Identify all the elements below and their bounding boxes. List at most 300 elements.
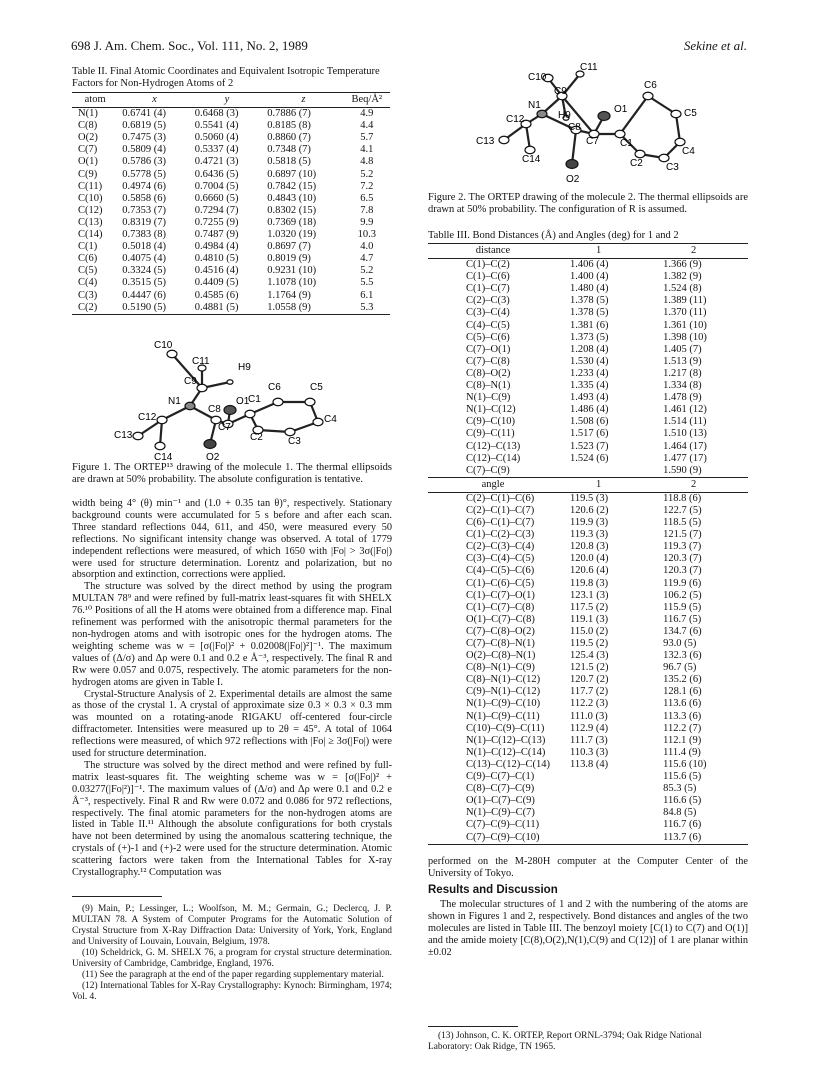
table3-cell: 1.381 (6) <box>570 319 609 331</box>
table2-cell: O(1) <box>78 156 98 168</box>
table2-cell: 0.5858 (6) <box>122 192 167 204</box>
table3-cell: 120.3 (7) <box>663 553 702 565</box>
table2-cell: 0.5809 (4) <box>122 144 167 156</box>
table3-cell: 111.7 (3) <box>570 734 608 746</box>
table2-row <box>72 108 390 121</box>
table3-cell: 1.493 (4) <box>570 392 609 404</box>
table3-cell: 1.366 (9) <box>663 259 702 271</box>
table3-cell: C(9)–C(11) <box>466 428 515 440</box>
table3-row <box>428 650 748 662</box>
table3-cell: C(7)–C(8)–N(1) <box>466 638 535 649</box>
table2-row <box>72 265 390 277</box>
table3-cell: 1.517 (6) <box>570 428 609 440</box>
fig2-atom <box>566 160 578 169</box>
table2-cell: C(10) <box>78 192 103 204</box>
fig2-atom <box>525 146 535 154</box>
fig1-atom-label: C10 <box>154 340 173 351</box>
table3-cell <box>558 819 639 831</box>
table3-cell: 1.378 (5) <box>570 307 609 319</box>
table2-cell: 0.6468 (3) <box>194 108 239 120</box>
table3-cell: 112.2 (3) <box>570 698 609 710</box>
fig2-atom-label: C9 <box>554 86 567 97</box>
table2-cell: 4.9 <box>360 108 374 120</box>
fig1-atom-label: C11 <box>192 356 210 367</box>
table2-cell: 0.7353 (7) <box>122 204 167 216</box>
fig1-atom-label: C8 <box>208 404 221 415</box>
fig1-atom <box>227 380 233 385</box>
table2-cell: 0.7475 (3) <box>122 132 167 144</box>
table2-cell: 1.0320 (19) <box>267 229 317 241</box>
table3-cell: C(12)–C(14) <box>466 452 521 464</box>
table3-row <box>428 711 748 723</box>
table3-cell: C(7)–C(9) <box>466 464 510 476</box>
table3-cell: 1.530 (4) <box>570 355 609 367</box>
table3-row <box>428 416 748 428</box>
table2-cell: 7.2 <box>360 180 374 192</box>
table2-cell: N(1) <box>78 108 98 120</box>
table3-row <box>428 735 748 747</box>
footnote13 <box>428 1031 748 1053</box>
fig1-atom <box>305 398 315 406</box>
table3-cell: 119.8 (3) <box>570 577 609 589</box>
fig1-atom <box>224 406 236 415</box>
table3-row <box>428 368 748 380</box>
table3-caption: Tablle III. Bond Distances (Å) and Angles (deg) for 1 and 2 <box>428 230 679 241</box>
table3-row <box>428 686 748 698</box>
table3-cell: O(1)–C(7)–C(9) <box>466 795 535 807</box>
table2-row <box>72 290 390 302</box>
table3-row <box>428 553 748 565</box>
table3-cell: 125.4 (3) <box>570 650 609 662</box>
table3-header-cell: angle <box>428 477 558 492</box>
table3-cell: 1.486 (4) <box>570 404 609 416</box>
table2-cell: 0.3515 (5) <box>122 277 167 289</box>
table2-cell: 6.1 <box>360 289 374 301</box>
table2-cell: 10.3 <box>357 229 376 241</box>
table3-cell: C(3)–C(4)–C(5) <box>466 553 535 565</box>
footnote13-text: (13) Johnson, C. K. ORTEP, Report ORNL-3794; Oak Ridge National Laboratory: Oak Ridge, TN 1965. <box>428 1031 702 1052</box>
table3-cell: C(5)–C(6) <box>466 331 510 343</box>
fig2-atom-label: C14 <box>522 154 541 165</box>
results-heading: Results and Discussion <box>428 884 558 896</box>
table3-cell: 119.9 (3) <box>570 517 609 529</box>
table3-cell: 128.1 (6) <box>663 686 702 698</box>
table2-cell: C(14) <box>78 229 103 241</box>
table3-cell: 1.477 (17) <box>663 452 707 464</box>
table3-cell: N(1)–C(9) <box>466 392 511 404</box>
table2-cell: 0.4974 (6) <box>122 180 167 192</box>
table3-cell <box>558 465 639 478</box>
table3-cell: 1.464 (17) <box>663 440 707 452</box>
table2-cell: 0.3324 (5) <box>122 265 167 277</box>
table2-cell: 9.9 <box>360 216 374 228</box>
table2-cell: C(9) <box>78 168 98 180</box>
fig1-atom-label: C9 <box>184 376 197 387</box>
table2-cell: 0.8319 (7) <box>122 216 167 228</box>
table3-cell: 1.514 (11) <box>663 416 707 428</box>
table3-row <box>428 590 748 602</box>
table2-cell: C(3) <box>78 289 98 301</box>
fig1-atom-label: C13 <box>114 430 133 441</box>
fig2-atom-label: C11 <box>580 62 598 73</box>
table3-cell: 119.1 (3) <box>570 613 609 625</box>
table3-cell: 113.7 (6) <box>639 832 748 845</box>
table2-cell: 0.5818 (5) <box>267 156 311 168</box>
table2-cell: 5.3 <box>344 302 390 315</box>
table3-angle-header <box>428 477 748 492</box>
table3-row <box>428 626 748 638</box>
footnote: (12) International Tables for X-Ray Crystallography: Kynoch: Birmingham, 1974; Vol. 4. <box>72 981 392 1002</box>
table2-cell: 0.5060 (4) <box>194 132 239 144</box>
table3-row <box>428 307 748 319</box>
right-body-top: performed on the M-280H computer at the Computer Center of the University of Tokyo. <box>428 856 748 879</box>
table2-cell: 0.7369 (18) <box>267 216 317 228</box>
table3-row <box>428 541 748 553</box>
table2-cell: 0.4585 (6) <box>194 289 239 301</box>
table2-row <box>72 277 390 289</box>
table2-cell: 0.5190 (5) <box>118 302 190 315</box>
table3-row <box>428 783 748 795</box>
table3-cell: C(8)–O(2) <box>466 367 511 379</box>
table2-cell: C(6) <box>78 253 98 265</box>
table2-header-row <box>72 93 390 108</box>
table3-header-cell: 2 <box>639 244 748 259</box>
table3-cell: 120.7 (2) <box>570 674 609 686</box>
fig2-bond <box>572 130 576 164</box>
table2-cell: 1.0558 (9) <box>263 302 343 315</box>
table3-cell: 112.1 (9) <box>663 734 702 746</box>
table2-cell: 0.7487 (9) <box>194 229 239 241</box>
table2-cell: 0.5018 (4) <box>122 241 167 253</box>
table3-cell: 119.5 (2) <box>570 638 609 649</box>
table3-row <box>428 674 748 686</box>
table2-cell: 4.7 <box>360 253 374 265</box>
fig2-atom <box>659 154 669 162</box>
table2-cell: C(12) <box>78 204 103 216</box>
table3-cell <box>558 771 639 783</box>
table3-row <box>428 819 748 831</box>
table2-cell: 0.6819 (5) <box>122 120 167 132</box>
fig2-atom-label: H9 <box>558 110 571 121</box>
table2-cell: 0.5337 (4) <box>194 144 239 156</box>
footnotes <box>72 904 392 1003</box>
table3-cell: 1.523 (7) <box>570 440 609 452</box>
table3-row <box>428 529 748 541</box>
fig1-atom-label: N1 <box>168 396 181 407</box>
table3-cell: 116.6 (5) <box>663 795 702 807</box>
table3-row <box>428 453 748 465</box>
table2-cell: 0.6436 (5) <box>194 168 239 180</box>
fig1-atom <box>155 442 165 450</box>
figure1-caption: Figure 1. The ORTEP¹³ drawing of the molecule 1. The thermal ellipsoids are drawn at 50% probability. The absolute configuration is tentative. <box>72 462 392 485</box>
table2-cell: 0.7004 (5) <box>194 180 239 192</box>
table2-cell: 0.4810 (5) <box>194 253 239 265</box>
table2-cell: 0.4409 (5) <box>194 277 239 289</box>
table3-cell: N(1)–C(12)–C(14) <box>466 746 546 758</box>
table2-caption: Table II. Final Atomic Coordinates and Equivalent Isotropic Temperature Factors for Non-Hydrogen Atoms of 2 <box>72 66 380 89</box>
table2-cell: 0.6897 (10) <box>267 168 317 180</box>
fig2-atom-label: C4 <box>682 146 695 157</box>
table3-row <box>428 638 748 650</box>
table3-cell: 1.510 (13) <box>663 428 707 440</box>
table2-cell: 0.5541 (4) <box>194 120 239 132</box>
table2-cell: 0.4721 (3) <box>194 156 239 168</box>
table3-cell: 119.3 (3) <box>570 529 609 541</box>
table3-cell: 122.7 (5) <box>663 504 702 516</box>
table2-cell: 0.7255 (9) <box>194 216 239 228</box>
table3-cell: C(1)–C(2)–C(3) <box>466 529 535 541</box>
table3-cell: 1.524 (8) <box>663 283 702 295</box>
table2-cell: 0.4881 (5) <box>191 302 263 315</box>
table3-row <box>428 332 748 344</box>
table3-header-cell: 1 <box>558 244 639 259</box>
fig2-atom-label: C5 <box>684 108 697 119</box>
table3-cell: 134.7 (6) <box>663 625 702 637</box>
table3-cell <box>558 807 639 819</box>
fig1-atom-label: C1 <box>248 394 261 405</box>
fig1-atom <box>197 384 207 392</box>
table2-row <box>72 144 390 156</box>
table3-cell: O(1)–C(7)–C(8) <box>466 613 535 625</box>
table3-cell: N(1)–C(9)–C(11) <box>466 710 540 722</box>
table3-cell: 93.0 (5) <box>663 638 697 649</box>
fig2-atom-label: C10 <box>528 72 547 83</box>
table2-cell: C(8) <box>78 120 98 132</box>
table3-cell: C(7)–C(9)–C(11) <box>466 819 540 831</box>
table3-row <box>428 344 748 356</box>
table2-header-cell: z <box>263 93 343 108</box>
table2-header-cell: x <box>118 93 190 108</box>
fig2-atom <box>675 138 685 146</box>
table3-header-cell: 2 <box>639 477 748 492</box>
table3-cell: C(8)–C(7)–C(9) <box>466 783 535 795</box>
table3-cell: 1.406 (4) <box>570 259 609 271</box>
table2-cell: 0.7348 (7) <box>267 144 311 156</box>
table3-cell: 1.478 (9) <box>663 392 702 404</box>
table3-cell: C(7)–C(9)–C(10) <box>428 832 558 845</box>
table2-cell: 0.9231 (10) <box>267 265 317 277</box>
table3-cell: C(6)–C(1)–C(7) <box>466 517 535 529</box>
table3-cell <box>558 795 639 807</box>
table3-cell: 1.590 (9) <box>663 464 702 476</box>
table3-cell: C(8)–N(1)–C(12) <box>466 674 541 686</box>
fig1-atom-label: C4 <box>324 414 337 425</box>
fig2-atom <box>635 150 645 158</box>
fig1-atom <box>185 402 195 410</box>
fig1-atom <box>313 418 323 426</box>
figure1-drawing <box>110 340 370 460</box>
table3-cell: 116.7 (5) <box>663 613 702 625</box>
table2-row <box>72 193 390 205</box>
table3-row <box>428 404 748 416</box>
table3-cell <box>558 832 639 845</box>
fig2-atom <box>643 92 653 100</box>
table3-cell: 1.405 (7) <box>663 343 702 355</box>
table3-cell: C(8)–N(1)–C(9) <box>466 662 535 674</box>
table3-cell: 115.0 (2) <box>570 625 609 637</box>
table2-cell: 4.1 <box>360 144 374 156</box>
running-header: 698 J. Am. Chem. Soc., Vol. 111, No. 2, 1989 <box>71 38 308 53</box>
body-paragraph: The structure was solved by the direct method and were refined by full-matrix least-squares fit. The weighting scheme was w = [σ(|Fo|)² + 0.03277(|Fo|²)]⁻¹. The maximum values of (Δ/σ) and Δρ were 0.1 and 0.2 e Å⁻³, respectively. Final R and Rw were 0.072 and 0.086 for 972 reflections, respectively. The final atomic parameters for the non-hydrogen atoms are listed in Table II.¹¹ Although the absolute configurations for both crystals have not been determined by using the anomalous scattering technique, the crystals of (+)-1 and (+)-2 were used for the structure determination. Atomic scattering factors were taken from the International Tables for X-ray Crystallography.¹² Computation was <box>72 759 392 879</box>
table3-row <box>428 517 748 529</box>
table2-cell: 0.4075 (4) <box>122 253 167 265</box>
table3-cell: 120.6 (4) <box>570 565 609 577</box>
table3-row <box>428 832 748 845</box>
table3 <box>428 243 748 845</box>
table2-cell: 0.4447 (6) <box>122 289 167 301</box>
body-paragraph: width being 4° (θ) min⁻¹ and (1.0 + 0.35 tan θ)°, respectively. Stationary background counts were accumulated for 5 s before and after each scan. Three standard reflections 044, 611, and 450, were measured every 50 reflections. No significant intensity change was observed. A total of 1779 independent reflections were measured, of which 1650 with |Fo| > 3σ(|Fo|) were used for structure determination. Lorentz and polarization, but no absorption and extinction, corrections were applied. <box>72 498 392 581</box>
table2-cell: 0.7842 (15) <box>267 180 317 192</box>
fig1-atom-label: C7 <box>218 422 231 433</box>
footnote-rule <box>72 896 162 897</box>
author-header: Sekine et al. <box>683 38 747 53</box>
table2-row <box>72 120 390 132</box>
table2-cell: 0.6660 (5) <box>194 192 239 204</box>
table2-cell: 0.6741 (4) <box>122 108 167 120</box>
table2-cell: 0.8697 (7) <box>267 241 311 253</box>
fig2-atom-label: C8 <box>568 122 581 133</box>
table2-cell: 0.8860 (7) <box>267 132 311 144</box>
table3-cell: 106.2 (5) <box>663 589 702 601</box>
table3-cell: C(1)–C(6) <box>466 271 510 283</box>
table3-row <box>428 578 748 590</box>
table3-cell: 1.334 (8) <box>663 380 702 392</box>
table3-row <box>428 283 748 295</box>
table3-cell: 121.5 (7) <box>663 529 702 541</box>
footnote: (10) Scheldrick, G. M. SHELX 76, a program for crystal structure determination. University of Cambridge, Cambridge, England, 1976. <box>72 948 392 969</box>
table3-cell: 113.8 (4) <box>570 758 609 770</box>
fig2-atom-label: C6 <box>644 80 657 91</box>
table3-cell: C(1)–C(7)–C(8) <box>466 601 535 613</box>
fig1-atom-label: C2 <box>250 432 263 443</box>
table2-row <box>72 217 390 229</box>
figure2-drawing <box>470 62 720 187</box>
fig1-atom-label: C14 <box>154 452 173 460</box>
table3-cell: C(1)–C(7) <box>466 283 510 295</box>
fig2-atom-label: C7 <box>586 136 599 147</box>
table3-cell: N(1)–C(12) <box>466 404 516 416</box>
fig1-atom-label: O2 <box>206 452 220 460</box>
fig1-atom <box>133 432 143 440</box>
table3-cell: C(8)–N(1) <box>466 380 511 392</box>
footnote13-rule <box>428 1026 518 1027</box>
table3-cell: 113.6 (6) <box>663 698 702 710</box>
table2-cell: 0.8185 (8) <box>267 120 311 132</box>
table2-cell: C(2) <box>72 302 118 315</box>
footnote: (11) See the paragraph at the end of the paper regarding supplementary material. <box>82 970 384 980</box>
table3-cell: 1.461 (12) <box>663 404 707 416</box>
table3-cell: C(7)–O(1) <box>466 343 511 355</box>
table3-cell: 120.0 (4) <box>570 553 609 565</box>
table2-cell: 1.1764 (9) <box>267 289 311 301</box>
fig2-atom <box>537 110 547 118</box>
results-text <box>428 899 748 959</box>
table2-cell: 6.5 <box>360 192 374 204</box>
table2-row <box>72 132 390 144</box>
fig2-atom-label: C1 <box>620 138 633 149</box>
table3-cell: 112.9 (4) <box>570 722 609 734</box>
table3-cell: C(1)–C(7)–O(1) <box>466 589 535 601</box>
fig1-atom <box>245 410 255 418</box>
table2-row <box>72 169 390 181</box>
table2-header-cell: y <box>191 93 263 108</box>
table3-cell: 132.3 (6) <box>663 650 702 662</box>
table3-cell: N(1)–C(9)–C(7) <box>466 807 535 819</box>
fig2-bond <box>620 96 648 134</box>
table3-cell: 117.7 (2) <box>570 686 609 698</box>
table2-cell: C(13) <box>78 216 103 228</box>
table3-cell: 118.5 (5) <box>663 517 702 529</box>
table2-header-cell: Beq/Å² <box>344 93 390 108</box>
fig1-atom-label: C3 <box>288 436 301 447</box>
table3-cell: 1.400 (4) <box>570 271 609 283</box>
table3-cell: 1.233 (4) <box>570 367 609 379</box>
table3-cell: C(9)–N(1)–C(12) <box>466 686 541 698</box>
footnote: (9) Main, P.; Lessinger, L.; Woolfson, M. M.; Germain, G.; Declercq, J. P. MULTAN 78. A System of Computer Programs for the Automatic Solution of Crystal Structure from X-Ray Diffraction Data: University of York, York, England and University of Louvain, Louvain, Belgium, 1978. <box>72 904 392 947</box>
table3-cell: C(4)–C(5)–C(6) <box>466 565 535 577</box>
table3-header-cell: distance <box>428 244 558 259</box>
table3-row <box>428 392 748 404</box>
table3-cell: 1.524 (6) <box>570 452 609 464</box>
figure2-caption: Figure 2. The ORTEP drawing of the molecule 2. The thermal ellipsoids are drawn at 50% probability. The configuration of R is assumed. <box>428 192 748 215</box>
table3-cell: 1.335 (4) <box>570 380 609 392</box>
table2-cell: 0.7886 (7) <box>267 108 311 120</box>
table3-cell: 85.3 (5) <box>663 783 697 795</box>
table3-row <box>428 295 748 307</box>
fig1-atom <box>167 350 177 358</box>
fig1-atom <box>273 398 283 406</box>
table3-row <box>428 807 748 819</box>
table3-cell: 1.513 (9) <box>663 355 702 367</box>
table3-cell: C(1)–C(2) <box>466 259 510 271</box>
table3-cell: C(2)–C(3)–C(4) <box>466 541 535 553</box>
fig2-atom-label: C2 <box>630 158 643 169</box>
table2-cell: 0.4984 (4) <box>194 241 239 253</box>
table3-row <box>428 428 748 440</box>
table2-cell: 5.7 <box>360 132 374 144</box>
table2 <box>72 92 390 315</box>
table2-row <box>72 181 390 193</box>
table3-cell: C(12)–C(13) <box>466 440 521 452</box>
table3-cell: 115.6 (5) <box>663 771 702 783</box>
table2-cell: C(5) <box>78 265 98 277</box>
table3-row <box>428 271 748 283</box>
table3-row <box>428 259 748 272</box>
table3-cell: 1.208 (4) <box>570 343 609 355</box>
table3-cell: C(2)–C(3) <box>466 295 510 307</box>
table2-cell: 5.5 <box>360 277 374 289</box>
table3-cell: 96.7 (5) <box>663 662 697 674</box>
table2-cell: 4.8 <box>360 156 374 168</box>
table3-row <box>428 759 748 771</box>
table3-cell: 120.3 (7) <box>663 565 702 577</box>
table3-cell: 119.9 (6) <box>663 577 702 589</box>
table3-cell: C(7)–C(8) <box>466 355 510 367</box>
table3-cell: 111.0 (3) <box>570 710 608 722</box>
table2-cell: 5.2 <box>360 265 374 277</box>
table2-header-cell: atom <box>72 93 118 108</box>
table2-cell: 7.8 <box>360 204 374 216</box>
table3-cell: C(9)–C(7)–C(1) <box>466 771 535 783</box>
table2-cell: 5.2 <box>360 168 374 180</box>
table3-cell <box>558 783 639 795</box>
fig2-atom-label: C3 <box>666 162 679 173</box>
fig2-atom <box>598 112 610 121</box>
table3-row <box>428 795 748 807</box>
table3-cell: 1.382 (9) <box>663 271 702 283</box>
table3-cell: 1.378 (5) <box>570 295 609 307</box>
table3-cell: 115.9 (5) <box>663 601 702 613</box>
